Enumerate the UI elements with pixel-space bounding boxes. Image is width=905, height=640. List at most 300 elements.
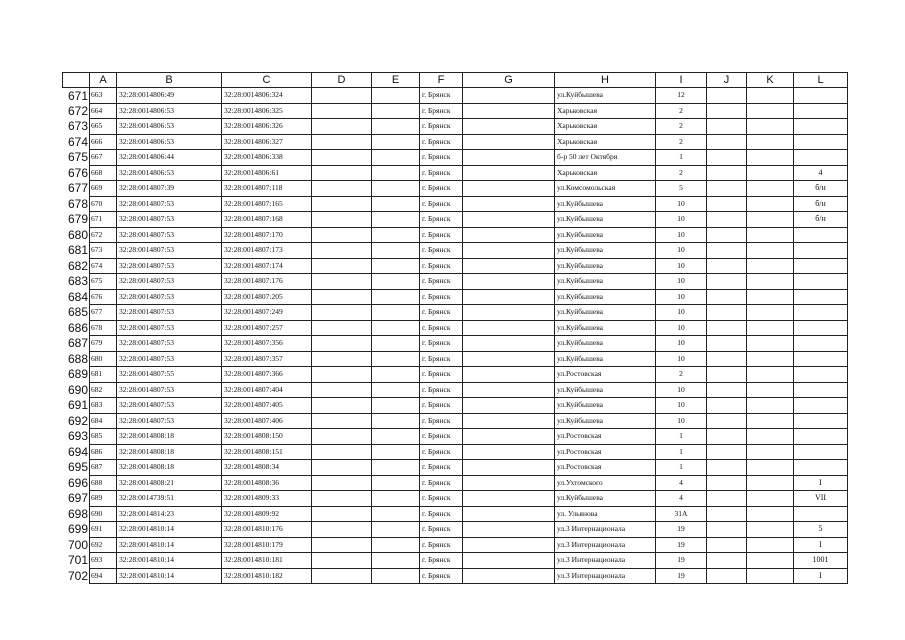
cell-k[interactable]	[747, 429, 794, 445]
cell-d[interactable]	[312, 444, 372, 460]
row-number[interactable]: 675	[63, 150, 90, 166]
column-header-e[interactable]: E	[372, 73, 420, 88]
row-number[interactable]: 699	[63, 522, 90, 538]
cell-g[interactable]	[463, 289, 555, 305]
cell-i[interactable]: 31А	[656, 506, 707, 522]
cell-i[interactable]: 2	[656, 103, 707, 119]
cell-f[interactable]: г. Брянск	[420, 336, 463, 352]
cell-c[interactable]: 32:28:0014807:405	[222, 398, 312, 414]
cell-f[interactable]: г. Брянск	[420, 568, 463, 584]
cell-l[interactable]	[794, 103, 848, 119]
row-number[interactable]: 678	[63, 196, 90, 212]
cell-h[interactable]: ул.Ростовская	[555, 460, 656, 476]
cell-d[interactable]	[312, 367, 372, 383]
cell-a[interactable]: 692	[90, 537, 117, 553]
cell-g[interactable]	[463, 212, 555, 228]
cell-h[interactable]: ул.Куйбышева	[555, 243, 656, 259]
cell-l[interactable]: б/н	[794, 196, 848, 212]
cell-b[interactable]: 32:28:0014808:18	[117, 460, 222, 476]
row-number[interactable]: 689	[63, 367, 90, 383]
cell-f[interactable]: г. Брянск	[420, 537, 463, 553]
cell-j[interactable]	[707, 134, 747, 150]
cell-f[interactable]: г. Брянск	[420, 181, 463, 197]
cell-k[interactable]	[747, 553, 794, 569]
cell-l[interactable]	[794, 336, 848, 352]
cell-f[interactable]: г. Брянск	[420, 212, 463, 228]
cell-g[interactable]	[463, 336, 555, 352]
cell-i[interactable]: 10	[656, 398, 707, 414]
cell-i[interactable]: 19	[656, 568, 707, 584]
cell-c[interactable]: 32:28:0014808:34	[222, 460, 312, 476]
cell-i[interactable]: 19	[656, 537, 707, 553]
cell-h[interactable]: ул.Куйбышева	[555, 258, 656, 274]
cell-b[interactable]: 32:28:0014807:55	[117, 367, 222, 383]
cell-e[interactable]	[372, 460, 420, 476]
cell-e[interactable]	[372, 134, 420, 150]
cell-l[interactable]: I	[794, 475, 848, 491]
cell-d[interactable]	[312, 568, 372, 584]
row-number[interactable]: 698	[63, 506, 90, 522]
cell-g[interactable]	[463, 506, 555, 522]
cell-c[interactable]: 32:28:0014806:61	[222, 165, 312, 181]
cell-c[interactable]: 32:28:0014807:170	[222, 227, 312, 243]
cell-b[interactable]: 32:28:0014806:53	[117, 119, 222, 135]
cell-h[interactable]: ул.Ростовская	[555, 429, 656, 445]
cell-k[interactable]	[747, 227, 794, 243]
cell-h[interactable]: ул.Куйбышева	[555, 289, 656, 305]
cell-c[interactable]: 32:28:0014807:356	[222, 336, 312, 352]
row-number[interactable]: 691	[63, 398, 90, 414]
cell-e[interactable]	[372, 351, 420, 367]
cell-e[interactable]	[372, 212, 420, 228]
cell-g[interactable]	[463, 382, 555, 398]
cell-i[interactable]: 19	[656, 553, 707, 569]
cell-h[interactable]: ул.Куйбышева	[555, 491, 656, 507]
cell-l[interactable]	[794, 274, 848, 290]
corner-cell[interactable]	[63, 73, 90, 88]
cell-f[interactable]: г. Брянск	[420, 413, 463, 429]
cell-c[interactable]: 32:28:0014806:324	[222, 88, 312, 104]
cell-i[interactable]: 1	[656, 150, 707, 166]
cell-e[interactable]	[372, 227, 420, 243]
cell-c[interactable]: 32:28:0014806:326	[222, 119, 312, 135]
cell-a[interactable]: 667	[90, 150, 117, 166]
cell-a[interactable]: 679	[90, 336, 117, 352]
cell-c[interactable]: 32:28:0014809:92	[222, 506, 312, 522]
cell-g[interactable]	[463, 367, 555, 383]
cell-k[interactable]	[747, 150, 794, 166]
cell-l[interactable]: 4	[794, 165, 848, 181]
cell-f[interactable]: г. Брянск	[420, 491, 463, 507]
cell-c[interactable]: 32:28:0014807:406	[222, 413, 312, 429]
cell-f[interactable]: г. Брянск	[420, 258, 463, 274]
cell-i[interactable]: 10	[656, 212, 707, 228]
cell-j[interactable]	[707, 212, 747, 228]
cell-a[interactable]: 672	[90, 227, 117, 243]
cell-i[interactable]: 5	[656, 181, 707, 197]
cell-h[interactable]: ул.3 Интернационала	[555, 537, 656, 553]
cell-b[interactable]: 32:28:0014814:23	[117, 506, 222, 522]
cell-e[interactable]	[372, 274, 420, 290]
cell-c[interactable]: 32:28:0014806:338	[222, 150, 312, 166]
cell-a[interactable]: 689	[90, 491, 117, 507]
cell-a[interactable]: 670	[90, 196, 117, 212]
cell-b[interactable]: 32:28:0014810:14	[117, 537, 222, 553]
column-header-k[interactable]: K	[747, 73, 794, 88]
cell-i[interactable]: 10	[656, 320, 707, 336]
cell-g[interactable]	[463, 413, 555, 429]
cell-b[interactable]: 32:28:0014807:53	[117, 258, 222, 274]
cell-b[interactable]: 32:28:0014810:14	[117, 568, 222, 584]
cell-j[interactable]	[707, 196, 747, 212]
row-number[interactable]: 676	[63, 165, 90, 181]
cell-h[interactable]: ул.Куйбышева	[555, 274, 656, 290]
cell-f[interactable]: г. Брянск	[420, 398, 463, 414]
cell-c[interactable]: 32:28:0014808:151	[222, 444, 312, 460]
cell-f[interactable]: г. Брянск	[420, 119, 463, 135]
column-header-b[interactable]: B	[117, 73, 222, 88]
cell-j[interactable]	[707, 305, 747, 321]
cell-c[interactable]: 32:28:0014807:357	[222, 351, 312, 367]
cell-i[interactable]: 10	[656, 382, 707, 398]
cell-f[interactable]: г. Брянск	[420, 522, 463, 538]
cell-j[interactable]	[707, 351, 747, 367]
cell-d[interactable]	[312, 119, 372, 135]
cell-e[interactable]	[372, 398, 420, 414]
cell-i[interactable]: 10	[656, 227, 707, 243]
cell-k[interactable]	[747, 119, 794, 135]
cell-i[interactable]: 12	[656, 88, 707, 104]
cell-k[interactable]	[747, 274, 794, 290]
column-header-c[interactable]: C	[222, 73, 312, 88]
cell-c[interactable]: 32:28:0014807:118	[222, 181, 312, 197]
cell-c[interactable]: 32:28:0014807:205	[222, 289, 312, 305]
cell-d[interactable]	[312, 134, 372, 150]
cell-l[interactable]	[794, 460, 848, 476]
cell-h[interactable]: Харьковская	[555, 165, 656, 181]
cell-h[interactable]: ул.Куйбышева	[555, 212, 656, 228]
cell-l[interactable]	[794, 444, 848, 460]
row-number[interactable]: 683	[63, 274, 90, 290]
column-header-j[interactable]: J	[707, 73, 747, 88]
cell-l[interactable]	[794, 88, 848, 104]
cell-a[interactable]: 664	[90, 103, 117, 119]
cell-a[interactable]: 671	[90, 212, 117, 228]
cell-a[interactable]: 681	[90, 367, 117, 383]
cell-g[interactable]	[463, 351, 555, 367]
cell-l[interactable]	[794, 351, 848, 367]
row-number[interactable]: 682	[63, 258, 90, 274]
cell-f[interactable]: г. Брянск	[420, 367, 463, 383]
cell-d[interactable]	[312, 553, 372, 569]
cell-f[interactable]: г. Брянск	[420, 475, 463, 491]
cell-f[interactable]: г. Брянск	[420, 227, 463, 243]
cell-c[interactable]: 32:28:0014810:181	[222, 553, 312, 569]
cell-b[interactable]: 32:28:0014806:53	[117, 134, 222, 150]
cell-l[interactable]: 1001	[794, 553, 848, 569]
cell-c[interactable]: 32:28:0014808:36	[222, 475, 312, 491]
cell-h[interactable]: ул. Ульянова	[555, 506, 656, 522]
cell-h[interactable]: ул.Куйбышева	[555, 305, 656, 321]
row-number[interactable]: 694	[63, 444, 90, 460]
cell-d[interactable]	[312, 150, 372, 166]
cell-k[interactable]	[747, 181, 794, 197]
cell-f[interactable]: г. Брянск	[420, 274, 463, 290]
cell-a[interactable]: 686	[90, 444, 117, 460]
cell-j[interactable]	[707, 398, 747, 414]
cell-g[interactable]	[463, 119, 555, 135]
cell-d[interactable]	[312, 243, 372, 259]
cell-i[interactable]: 2	[656, 367, 707, 383]
cell-h[interactable]: ул.Куйбышева	[555, 336, 656, 352]
cell-d[interactable]	[312, 181, 372, 197]
cell-k[interactable]	[747, 491, 794, 507]
cell-a[interactable]: 665	[90, 119, 117, 135]
cell-a[interactable]: 678	[90, 320, 117, 336]
cell-g[interactable]	[463, 491, 555, 507]
cell-h[interactable]: ул.Куйбышева	[555, 413, 656, 429]
cell-k[interactable]	[747, 165, 794, 181]
cell-j[interactable]	[707, 382, 747, 398]
cell-l[interactable]	[794, 413, 848, 429]
cell-a[interactable]: 685	[90, 429, 117, 445]
cell-d[interactable]	[312, 336, 372, 352]
cell-b[interactable]: 32:28:0014807:53	[117, 320, 222, 336]
cell-b[interactable]: 32:28:0014807:53	[117, 413, 222, 429]
cell-i[interactable]: 1	[656, 460, 707, 476]
cell-h[interactable]: ул.Куйбышева	[555, 227, 656, 243]
row-number[interactable]: 701	[63, 553, 90, 569]
cell-b[interactable]: 32:28:0014806:53	[117, 103, 222, 119]
row-number[interactable]: 688	[63, 351, 90, 367]
cell-l[interactable]	[794, 134, 848, 150]
cell-d[interactable]	[312, 196, 372, 212]
cell-f[interactable]: г. Брянск	[420, 382, 463, 398]
cell-e[interactable]	[372, 429, 420, 445]
cell-d[interactable]	[312, 351, 372, 367]
cell-g[interactable]	[463, 475, 555, 491]
cell-b[interactable]: 32:28:0014808:18	[117, 444, 222, 460]
cell-h[interactable]: ул.Куйбышева	[555, 88, 656, 104]
column-header-l[interactable]: L	[794, 73, 848, 88]
cell-l[interactable]: 5	[794, 522, 848, 538]
row-number[interactable]: 692	[63, 413, 90, 429]
cell-b[interactable]: 32:28:0014810:14	[117, 553, 222, 569]
cell-c[interactable]: 32:28:0014810:176	[222, 522, 312, 538]
cell-a[interactable]: 694	[90, 568, 117, 584]
cell-k[interactable]	[747, 258, 794, 274]
column-header-f[interactable]: F	[420, 73, 463, 88]
cell-j[interactable]	[707, 460, 747, 476]
cell-e[interactable]	[372, 491, 420, 507]
cell-j[interactable]	[707, 522, 747, 538]
cell-i[interactable]: 10	[656, 274, 707, 290]
cell-a[interactable]: 666	[90, 134, 117, 150]
row-number[interactable]: 702	[63, 568, 90, 584]
cell-e[interactable]	[372, 258, 420, 274]
cell-d[interactable]	[312, 491, 372, 507]
row-number[interactable]: 686	[63, 320, 90, 336]
cell-i[interactable]: 10	[656, 351, 707, 367]
cell-g[interactable]	[463, 134, 555, 150]
cell-a[interactable]: 693	[90, 553, 117, 569]
cell-k[interactable]	[747, 196, 794, 212]
cell-j[interactable]	[707, 336, 747, 352]
cell-g[interactable]	[463, 196, 555, 212]
cell-c[interactable]: 32:28:0014806:325	[222, 103, 312, 119]
cell-k[interactable]	[747, 367, 794, 383]
cell-b[interactable]: 32:28:0014806:53	[117, 165, 222, 181]
cell-b[interactable]: 32:28:0014807:53	[117, 398, 222, 414]
cell-i[interactable]: 10	[656, 243, 707, 259]
cell-d[interactable]	[312, 522, 372, 538]
cell-j[interactable]	[707, 444, 747, 460]
cell-g[interactable]	[463, 522, 555, 538]
cell-e[interactable]	[372, 119, 420, 135]
cell-e[interactable]	[372, 537, 420, 553]
cell-k[interactable]	[747, 506, 794, 522]
cell-f[interactable]: г. Брянск	[420, 553, 463, 569]
cell-i[interactable]: 4	[656, 491, 707, 507]
cell-e[interactable]	[372, 289, 420, 305]
cell-b[interactable]: 32:28:0014810:14	[117, 522, 222, 538]
cell-f[interactable]: г. Брянск	[420, 88, 463, 104]
cell-d[interactable]	[312, 88, 372, 104]
cell-j[interactable]	[707, 506, 747, 522]
cell-g[interactable]	[463, 320, 555, 336]
row-number[interactable]: 681	[63, 243, 90, 259]
cell-d[interactable]	[312, 289, 372, 305]
cell-b[interactable]: 32:28:0014808:21	[117, 475, 222, 491]
cell-d[interactable]	[312, 212, 372, 228]
cell-e[interactable]	[372, 506, 420, 522]
cell-g[interactable]	[463, 258, 555, 274]
cell-g[interactable]	[463, 181, 555, 197]
cell-c[interactable]: 32:28:0014807:165	[222, 196, 312, 212]
cell-c[interactable]: 32:28:0014807:249	[222, 305, 312, 321]
cell-b[interactable]: 32:28:0014807:53	[117, 305, 222, 321]
cell-a[interactable]: 663	[90, 88, 117, 104]
cell-c[interactable]: 32:28:0014807:366	[222, 367, 312, 383]
cell-f[interactable]: г. Брянск	[420, 305, 463, 321]
column-header-h[interactable]: H	[555, 73, 656, 88]
row-number[interactable]: 697	[63, 491, 90, 507]
cell-e[interactable]	[372, 382, 420, 398]
cell-f[interactable]: г. Брянск	[420, 320, 463, 336]
cell-k[interactable]	[747, 103, 794, 119]
cell-g[interactable]	[463, 460, 555, 476]
cell-i[interactable]: 10	[656, 305, 707, 321]
cell-c[interactable]: 32:28:0014807:174	[222, 258, 312, 274]
cell-h[interactable]: ул.3 Интернационала	[555, 553, 656, 569]
cell-l[interactable]: б/н	[794, 212, 848, 228]
cell-h[interactable]: ул.3 Интернационала	[555, 568, 656, 584]
cell-b[interactable]: 32:28:0014739:51	[117, 491, 222, 507]
cell-a[interactable]: 683	[90, 398, 117, 414]
cell-g[interactable]	[463, 165, 555, 181]
cell-e[interactable]	[372, 305, 420, 321]
cell-l[interactable]: VII	[794, 491, 848, 507]
cell-c[interactable]: 32:28:0014810:179	[222, 537, 312, 553]
cell-k[interactable]	[747, 413, 794, 429]
cell-c[interactable]: 32:28:0014809:33	[222, 491, 312, 507]
cell-i[interactable]: 1	[656, 429, 707, 445]
cell-l[interactable]: I	[794, 568, 848, 584]
cell-e[interactable]	[372, 367, 420, 383]
column-header-g[interactable]: G	[463, 73, 555, 88]
cell-d[interactable]	[312, 460, 372, 476]
cell-j[interactable]	[707, 429, 747, 445]
cell-b[interactable]: 32:28:0014807:53	[117, 274, 222, 290]
row-number[interactable]: 687	[63, 336, 90, 352]
cell-a[interactable]: 673	[90, 243, 117, 259]
cell-j[interactable]	[707, 243, 747, 259]
cell-f[interactable]: г. Брянск	[420, 351, 463, 367]
cell-g[interactable]	[463, 444, 555, 460]
row-number[interactable]: 677	[63, 181, 90, 197]
cell-k[interactable]	[747, 460, 794, 476]
cell-g[interactable]	[463, 88, 555, 104]
cell-f[interactable]: г. Брянск	[420, 460, 463, 476]
cell-e[interactable]	[372, 196, 420, 212]
cell-c[interactable]: 32:28:0014808:150	[222, 429, 312, 445]
cell-a[interactable]: 668	[90, 165, 117, 181]
cell-a[interactable]: 676	[90, 289, 117, 305]
cell-a[interactable]: 690	[90, 506, 117, 522]
row-number[interactable]: 679	[63, 212, 90, 228]
cell-d[interactable]	[312, 413, 372, 429]
cell-b[interactable]: 32:28:0014807:53	[117, 212, 222, 228]
cell-b[interactable]: 32:28:0014807:53	[117, 243, 222, 259]
cell-a[interactable]: 677	[90, 305, 117, 321]
cell-h[interactable]: Харьковская	[555, 119, 656, 135]
cell-d[interactable]	[312, 103, 372, 119]
cell-e[interactable]	[372, 336, 420, 352]
cell-g[interactable]	[463, 274, 555, 290]
cell-e[interactable]	[372, 150, 420, 166]
cell-d[interactable]	[312, 382, 372, 398]
cell-h[interactable]: ул.3 Интернационала	[555, 522, 656, 538]
cell-j[interactable]	[707, 181, 747, 197]
cell-l[interactable]	[794, 398, 848, 414]
cell-f[interactable]: г. Брянск	[420, 289, 463, 305]
cell-b[interactable]: 32:28:0014807:53	[117, 336, 222, 352]
cell-e[interactable]	[372, 165, 420, 181]
cell-a[interactable]: 675	[90, 274, 117, 290]
cell-l[interactable]	[794, 367, 848, 383]
cell-j[interactable]	[707, 103, 747, 119]
cell-b[interactable]: 32:28:0014807:53	[117, 196, 222, 212]
cell-j[interactable]	[707, 568, 747, 584]
cell-e[interactable]	[372, 522, 420, 538]
row-number[interactable]: 673	[63, 119, 90, 135]
cell-i[interactable]: 10	[656, 336, 707, 352]
cell-g[interactable]	[463, 398, 555, 414]
cell-b[interactable]: 32:28:0014807:53	[117, 227, 222, 243]
cell-j[interactable]	[707, 88, 747, 104]
cell-g[interactable]	[463, 227, 555, 243]
cell-f[interactable]: г. Брянск	[420, 165, 463, 181]
cell-l[interactable]	[794, 258, 848, 274]
cell-k[interactable]	[747, 351, 794, 367]
cell-b[interactable]: 32:28:0014807:39	[117, 181, 222, 197]
cell-d[interactable]	[312, 274, 372, 290]
cell-k[interactable]	[747, 382, 794, 398]
cell-b[interactable]: 32:28:0014808:18	[117, 429, 222, 445]
cell-l[interactable]	[794, 243, 848, 259]
cell-k[interactable]	[747, 398, 794, 414]
cell-l[interactable]: б/н	[794, 181, 848, 197]
